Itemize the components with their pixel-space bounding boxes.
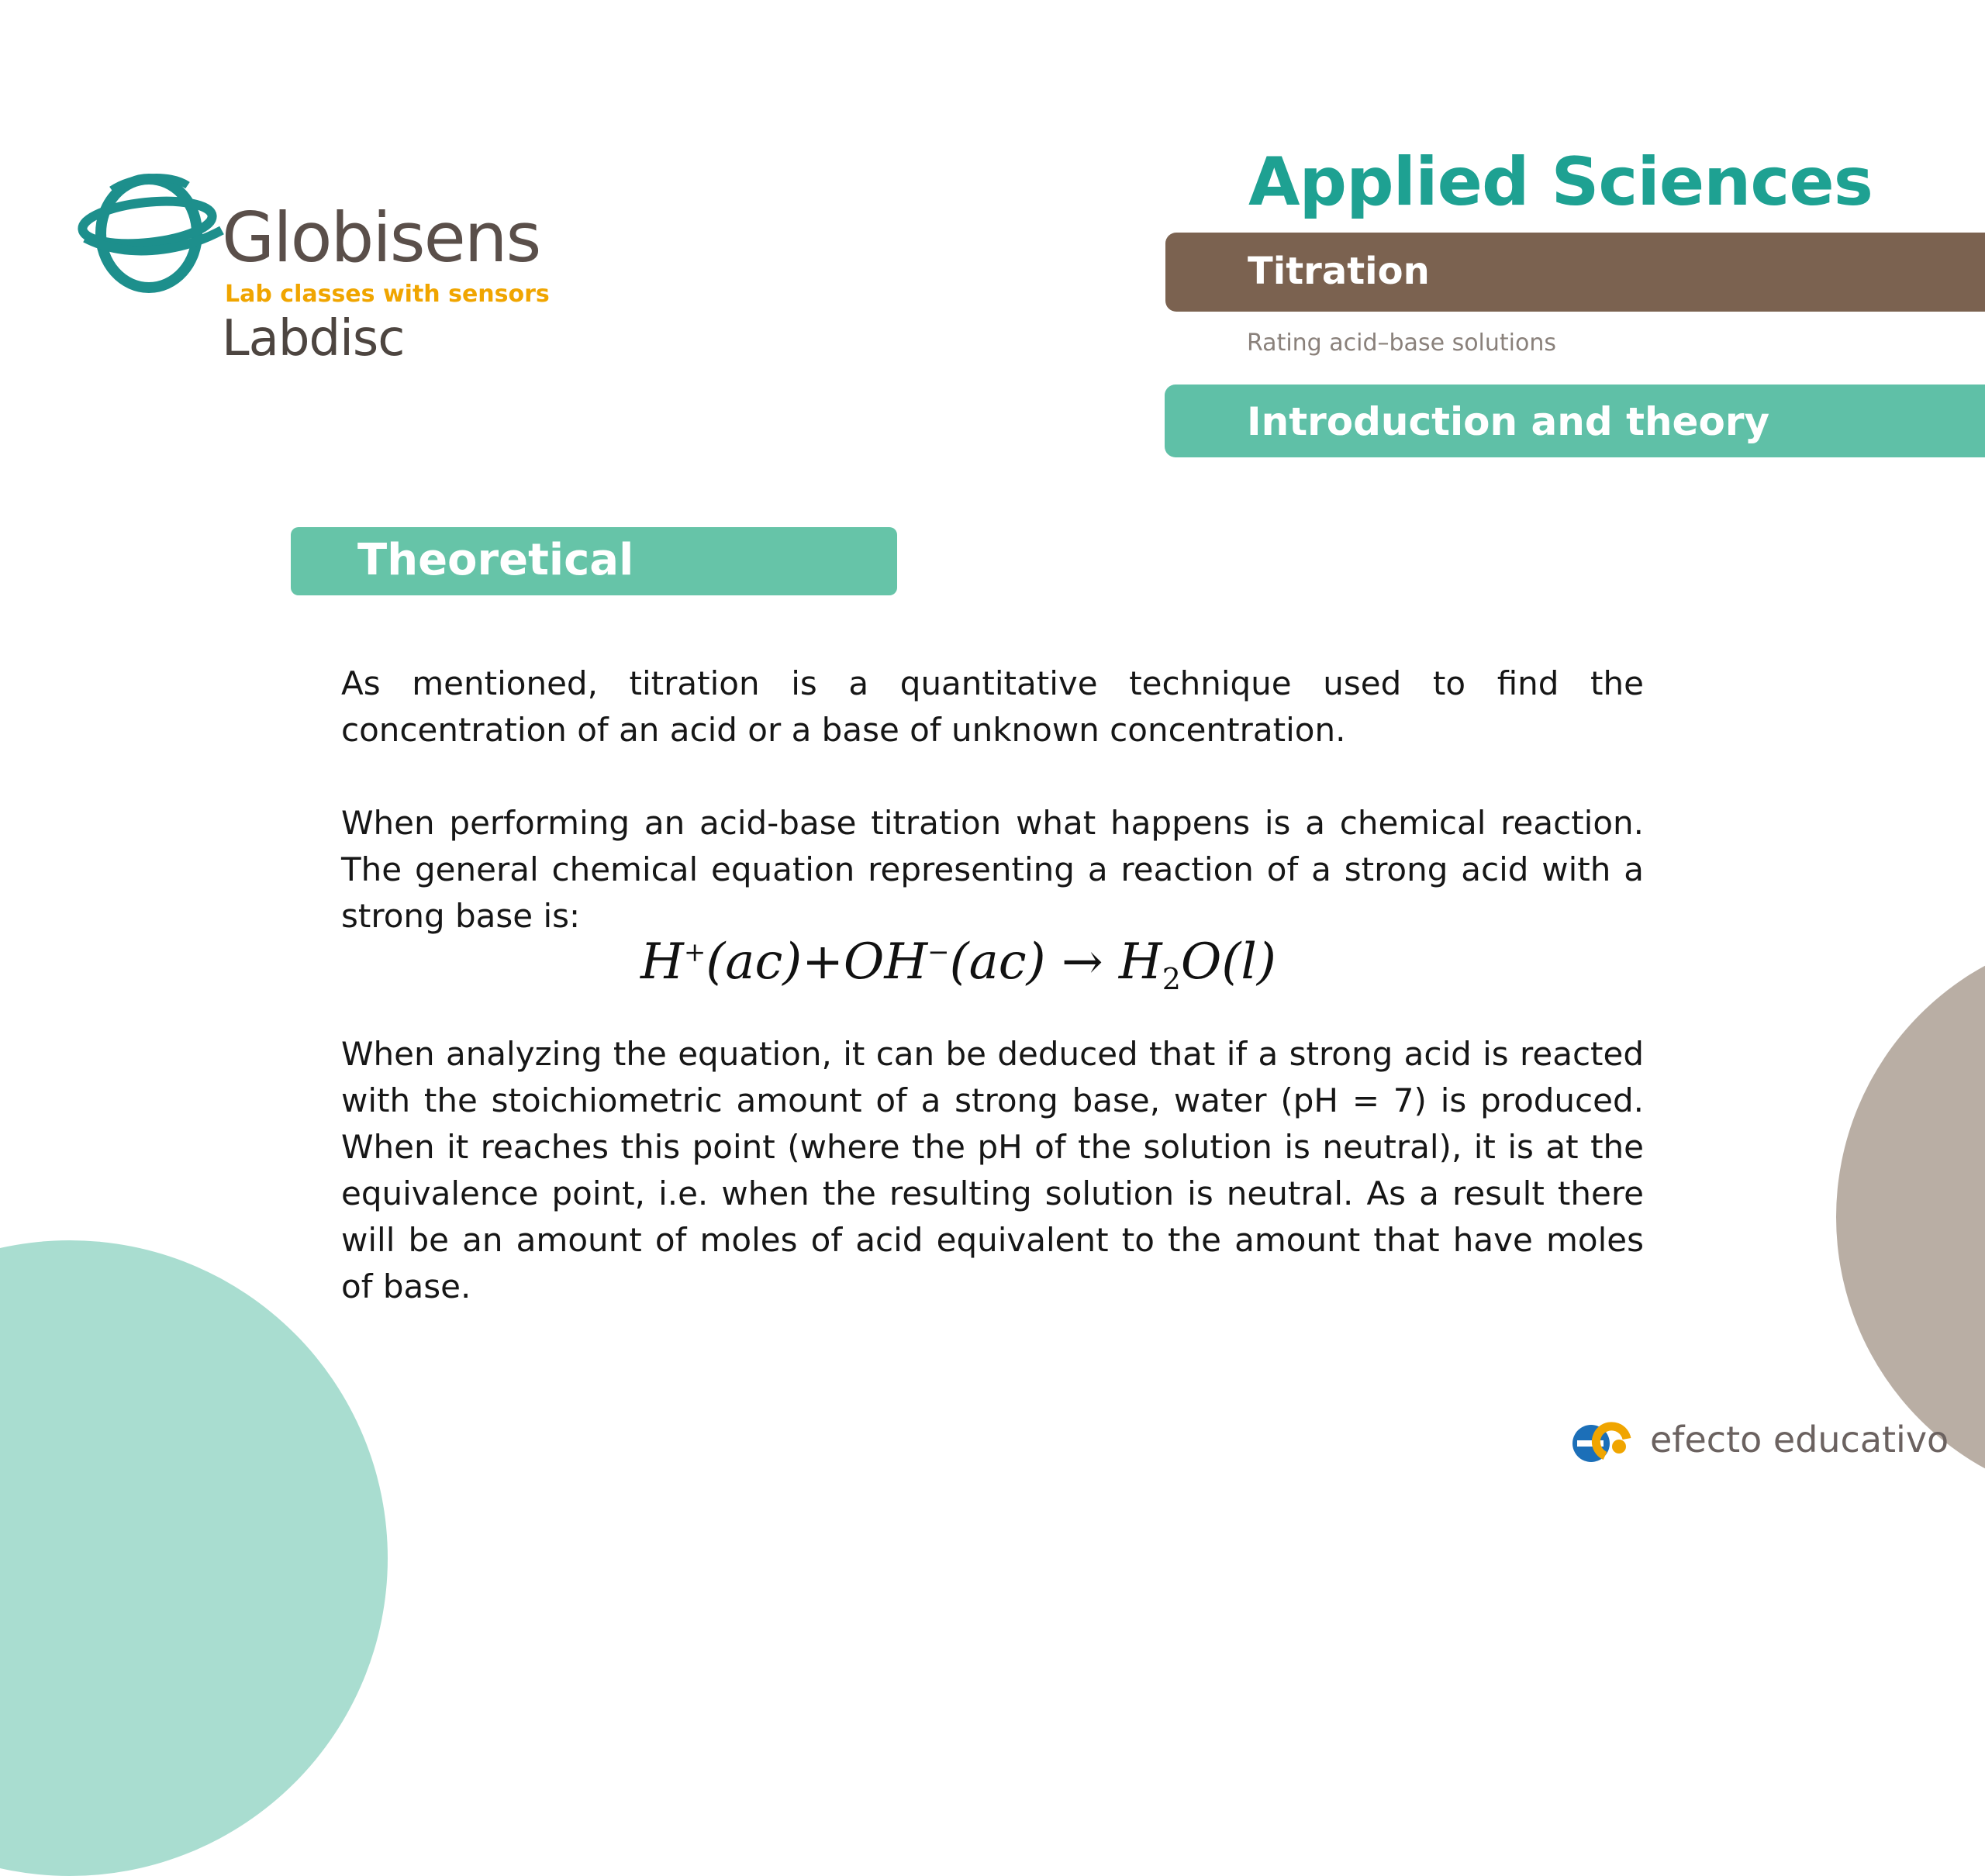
paragraph-reaction: When performing an acid-base titration what happens is a chemical reaction. The general chemical equation representing a reaction of a strong acid with a strong base is: bbox=[341, 804, 1644, 935]
decorative-circle-mint bbox=[0, 1240, 388, 1876]
paragraph-intro: As mentioned, titration is a quantitative technique used to find the concentration of an acid or a base of unknown concentration. bbox=[341, 664, 1644, 749]
theoretical-tab-label: Theoretical bbox=[357, 535, 634, 585]
eq-arrow: → bbox=[1061, 933, 1103, 991]
eq-state-aq-2: (ac) bbox=[949, 933, 1046, 991]
eq-water-subscript: 2 bbox=[1162, 961, 1181, 996]
eq-hydrogen: H bbox=[640, 933, 684, 991]
eq-plus: + bbox=[802, 933, 844, 991]
eq-state-aq-1: (ac) bbox=[706, 933, 803, 991]
logo-product-name: Labdisc bbox=[222, 310, 405, 367]
eq-hydrogen-charge: + bbox=[683, 936, 706, 968]
eq-water-h: H bbox=[1118, 933, 1162, 991]
efecto-educativo-logo bbox=[1571, 1411, 1949, 1473]
section-bar bbox=[1165, 385, 1985, 457]
chemical-equation bbox=[640, 933, 1276, 996]
topic-bar bbox=[1165, 233, 1985, 312]
eq-hydroxide-charge: − bbox=[927, 936, 950, 968]
eq-water-o: O bbox=[1180, 933, 1222, 991]
header-subtitle: Rating acid–base solutions bbox=[1247, 329, 1556, 357]
eq-hydroxide: OH bbox=[843, 933, 928, 991]
eq-state-liquid: (l) bbox=[1221, 933, 1276, 991]
header-title: Applied Sciences bbox=[1248, 143, 1873, 221]
brand-name: efecto educativo bbox=[1650, 1419, 1949, 1460]
section-label: Introduction and theory bbox=[1247, 399, 1770, 444]
ea-logo-icon bbox=[1571, 1416, 1636, 1467]
topic-label: Titration bbox=[1248, 250, 1430, 293]
logo-name: Globisens bbox=[222, 198, 540, 278]
paragraph-analysis: When analyzing the equation, it can be deduced that if a strong acid is reacted with the stoichiometric amount of a strong base, water (pH = 7) is produced. When it reaches this point (where the pH of the solution is neutral), it is at the equivalence point, i.e. when the resulting solution is neutral. As a result there will be an amount of moles of acid equivalent to the amount that have moles of base. bbox=[341, 1035, 1644, 1305]
globisens-logo bbox=[78, 159, 550, 376]
theoretical-tab bbox=[291, 527, 897, 595]
logo-tagline: Lab classes with sensors bbox=[225, 281, 550, 308]
globe-logo-icon bbox=[78, 167, 225, 298]
